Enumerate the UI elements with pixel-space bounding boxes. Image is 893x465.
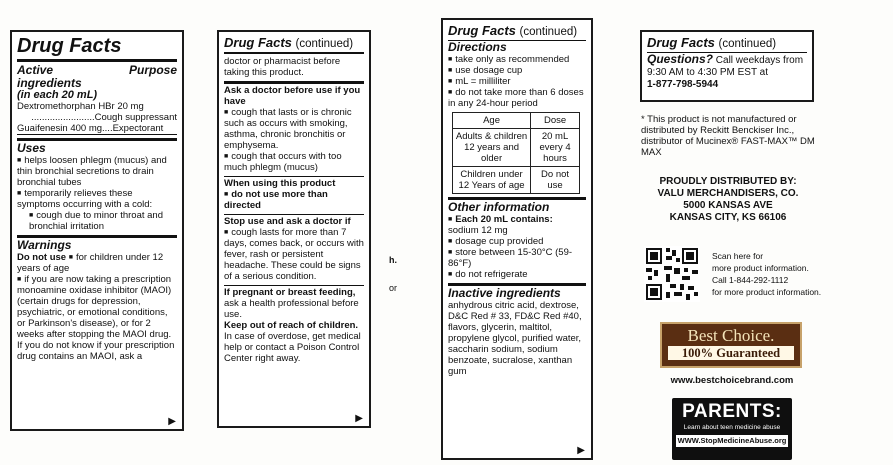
ask-item: ■ cough that lasts or is chronic such as occurs with smoking, asthma, chronic bronchitis or emphysema. <box>224 107 364 151</box>
qr-code-icon[interactable] <box>644 246 700 302</box>
per-dose-label: (in each 20 mL) <box>17 89 98 101</box>
other-item: ■ dosage cup provided <box>448 236 586 247</box>
best-choice-logo <box>660 322 802 368</box>
purpose-1: ........................Cough suppressant <box>31 112 177 123</box>
parents-url[interactable]: WWW.StopMedicineAbuse.org <box>677 436 787 445</box>
drug-facts-panel-3 <box>441 18 593 460</box>
qr-text: for more product information. <box>712 287 822 297</box>
direction-item: ■ take only as recommended <box>448 54 586 65</box>
distributor-block <box>640 176 816 224</box>
inactive-heading: Inactive ingredients <box>448 286 561 300</box>
when-using-heading: When using this product <box>224 178 336 189</box>
keep-out-text: In case of overdose, get medical help or contact a Poison Control Center right away. <box>224 331 361 364</box>
intro-text: doctor or pharmacist before taking this product. <box>224 56 341 78</box>
distributor-line: VALU MERCHANDISERS, CO. <box>657 188 799 199</box>
questions-text: Call weekdays from 9:30 AM to 4:30 PM EST at <box>647 55 804 78</box>
distributor-line: PROUDLY DISTRIBUTED BY: <box>659 176 797 187</box>
table-header: Dose <box>531 113 580 129</box>
stray-mark: or <box>389 283 398 293</box>
continued-label: (continued) <box>718 38 777 50</box>
qr-text: more product information. <box>712 263 809 273</box>
table-cell: Do not use <box>531 167 580 194</box>
uses-item: ■ cough due to minor throat and bronchial irritation <box>17 210 177 232</box>
keep-out-label: Keep out of reach of children. <box>224 320 359 331</box>
panel-title: Drug Facts <box>224 35 292 50</box>
table-header: Age <box>453 113 531 129</box>
stray-mark: h. <box>389 255 397 265</box>
continued-label: (continued) <box>519 26 578 38</box>
table-cell: 20 mL every 4 hours <box>531 129 580 167</box>
pregnant-label: If pregnant or breast feeding, <box>224 287 356 298</box>
warnings-heading: Warnings <box>17 238 72 252</box>
parents-title: PARENTS: <box>682 401 782 422</box>
drug-facts-panel-1 <box>10 30 184 431</box>
ingredient-1: Dextromethorphan HBr 20 mg <box>17 101 144 112</box>
continued-label: (continued) <box>295 38 354 50</box>
parents-badge <box>672 398 792 460</box>
table-cell: Adults & children 12 years and older <box>453 129 531 167</box>
table-cell: Children under 12 Years of age <box>453 167 531 194</box>
drug-facts-panel-2 <box>217 30 371 428</box>
other-item: sodium 12 mg <box>448 225 508 236</box>
brand-url[interactable]: www.bestchoicebrand.com <box>670 375 794 386</box>
inactive-text: anhydrous citric acid, dextrose, D&C Red # 33, FD&C Red #40, flavors, glycerin, maltitol, propylene glycol, purified water, saccharin sodium, sodium benzoate, sucralose, xanthan gum <box>448 300 582 377</box>
other-info-heading: Other information <box>448 200 550 214</box>
direction-item: ■ use dosage cup <box>448 65 586 76</box>
questions-label: Questions? <box>647 52 714 66</box>
continue-arrow-icon: ▶ <box>168 416 176 427</box>
distributor-line: KANSAS CITY, KS 66106 <box>669 212 787 223</box>
direction-item: ■ do not take more than 6 doses in any 24-hour period <box>448 87 586 109</box>
stop-item: ■ cough lasts for more than 7 days, comes back, or occurs with fever, rash or persistent headache. These could be signs of a serious condition. <box>224 227 364 282</box>
pregnant-text: ask a health professional before use. <box>224 298 359 320</box>
parents-subtitle: Learn about teen medicine abuse <box>683 424 781 431</box>
uses-item: ■ temporarily relieves these symptoms occurring with a cold: <box>17 188 177 210</box>
uses-heading: Uses <box>17 141 46 155</box>
other-item: ■ store between 15-30°C (59-86°F) <box>448 247 586 269</box>
panel-title: Drug Facts <box>647 35 715 50</box>
drug-facts-panel-4 <box>640 30 814 102</box>
directions-heading: Directions <box>448 40 507 54</box>
warning-item: ■ if you are now taking a prescription monoamine oxidase inhibitor (MAOI) (certain drugs for depression, psychiatric, or emotional conditions, or Parkinson's disease), or for 2 weeks after stopping the MAOI drug. If you do not know if your prescription drug contains an MAOI, ask a <box>17 274 177 362</box>
uses-item: ■ helps loosen phlegm (mucus) and thin bronchial secretions to drain bronchial tubes <box>17 155 177 188</box>
continue-arrow-icon: ▶ <box>355 413 363 424</box>
purpose-label: Purpose <box>128 63 177 77</box>
continue-arrow-icon: ▶ <box>577 445 585 456</box>
active-ingredients-label: Active ingredients <box>17 63 82 90</box>
distributor-line: 5000 KANSAS AVE <box>683 200 773 211</box>
other-item: ■ do not refrigerate <box>448 269 586 280</box>
do-not-use-label: Do not use <box>17 252 67 263</box>
stop-use-heading: Stop use and ask a doctor if <box>224 216 351 227</box>
phone-number: 1-877-798-5944 <box>647 79 719 90</box>
warning-item: ■ for children under 12 years of age <box>17 252 163 274</box>
qr-info <box>712 250 832 298</box>
ask-doctor-heading: Ask a doctor before use if you have <box>224 85 361 107</box>
dosage-table <box>452 112 580 194</box>
logo-text: Best Choice. <box>687 326 775 345</box>
logo-text: 100% Guaranteed <box>668 346 794 360</box>
qr-text: Call 1-844-292-1112 <box>712 275 789 285</box>
other-item: ■ Each 20 mL contains: <box>448 214 586 225</box>
when-item: ■ do not use more than directed <box>224 189 364 211</box>
ask-item: ■ cough that occurs with too much phlegm (mucus) <box>224 151 364 173</box>
disclaimer-text: * This product is not manufactured or distributed by Reckitt Benckiser Inc., distributor of Mucinex® FAST-MAX™ DM MAX <box>641 114 815 158</box>
qr-text: Scan here for <box>712 251 764 261</box>
panel-title: Drug Facts <box>17 35 177 62</box>
panel-title: Drug Facts <box>448 23 516 38</box>
ingredient-2: Guaifenesin 400 mg....Expectorant <box>17 123 177 135</box>
direction-item: ■ mL = milliliter <box>448 76 586 87</box>
